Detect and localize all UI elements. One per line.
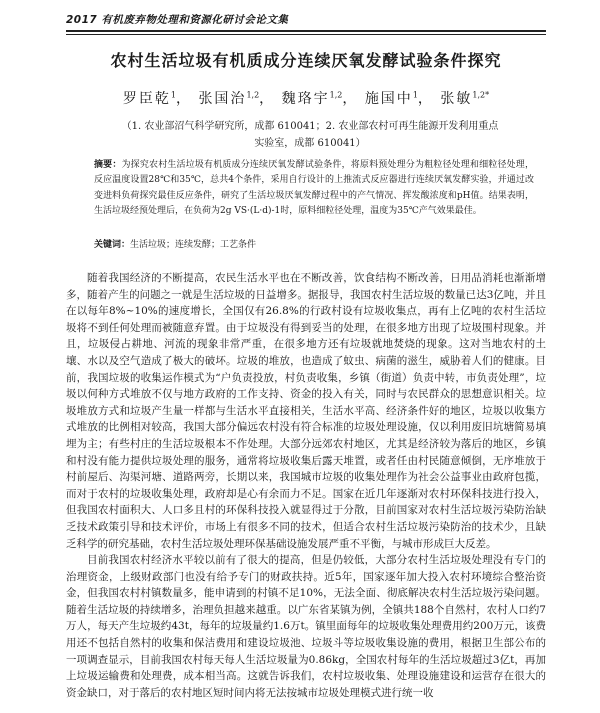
- author-affiliation-mark: 1,2: [246, 90, 260, 100]
- author-affiliation-mark: 1: [412, 90, 418, 100]
- author-affiliation-mark: 1,2: [329, 90, 343, 100]
- author-name: 张敏: [440, 91, 473, 107]
- body-paragraph: 随着我国经济的不断提高，农民生活水平也在不断改善，饮食结构不断改善，日用品消耗也渐渐增多，随着产生的问题之一就是生活垃圾的日益增多。据报导，我国农村生活垃圾的数量已达3亿吨，并且在以每年8%~10%的速度增长，全国仅有26.8%的行政村设有垃圾收集点，再有上亿吨的农村生活垃圾将不到任何处理而被随意弃置。由于垃圾没有得到妥当的处理，在很多地方出现了垃圾围村现象。并且，垃圾侵占耕地、河流的现象非常严重，在很多地方还有垃圾就地焚烧的现象。这对当地农村的土壤、水以及空气造成了极大的破坏。垃圾的堆放，也造成了蚊虫、病菌的滋生，威胁着人们的健康。目前，我国垃圾的收集运作模式为“户负责投放，村负责收集，乡镇（街道）负责中转，市负责处理”，垃圾以何种方式堆放不仅与地方政府的工作支持、资金的投入有关，同时与农民群众的思想意识相关。垃圾堆放方式和垃圾产生量一样都与生活水平直接相关，生活水平高、经济条件好的地区，垃圾以收集方式堆放的比例相对较高，我国大部分偏远农村没有符合标准的垃圾处理设施，仅以利用废旧坑塘简易填埋为主；有些村庄的生活垃圾根本不作处理。大部分远郊农村地区，尤其是经济较为落后的地区，乡镇和村没有能力提供垃圾处理的服务，通常将垃圾收集后露天堆置，或者任由村民随意倾倒，无序堆放于村前屋后、沟渠河塘、道路两旁，长期以来，我国城市垃圾的收集处理作为社会公益事业由政府包揽，而对于农村的垃圾收集处理，政府却是心有余而力不足。国家在近几年逐渐对农村环保科技进行投入，但我国农村面积大、人口多且村的环保科技投入就显得过于分散，目前国家对农村生活垃圾污染防治缺乏技术政策引导和技术评价，市场上有很多不同的技术，但适合农村生活垃圾污染防治的技术少，且缺乏科学的研究基础，农村生活垃圾处理环保基础设施发展严重不平衡，与城市形成巨大反差。: [66, 272, 546, 550]
- affiliation: （1. 农业部沼气科学研究所，成都 610041；2. 农业部农村可再生能源开发利用重点实验室，成都 610041）: [121, 121, 499, 149]
- header-rule-thick: [66, 30, 546, 32]
- body-paragraph: 目前我国农村经济水平较以前有了很大的提高，但是仍较低，大部分农村生活垃圾处理没有专门的治理资金，上级财政部门也没有给予专门的财政扶持。近5年，国家逐年加大投入农村环境综合整治资金，但我国农村村镇数量多，能申请到的村镇不足10%，无法全面、彻底解决农村生活垃圾污染问题。随着生活垃圾的持续增多，治理负担越来越重。以广东省某镇为例，全镇共188个自然村，农村人口约7万人，每天产生垃圾约43t，每年的垃圾量约1.6万t。镇里面每年的垃圾收集处理费用约200万元，该费用还不包括自然村的收集和保洁费用和建设垃圾池、垃圾斗等垃圾收集设施的费用，根据卫生部公布的一项调查显示，目前我国农村每天每人生活垃圾量为0.86kg，全国农村每年的生活垃圾超过3亿t，再加上垃圾运输费和处理费，成本相当高。这就告诉我们，农村垃圾收集、处理设施建设和运营存在很大的资金缺口，对于落后的农村地区短时间内将无法按城市垃圾处理模式进行统一收: [66, 554, 546, 699]
- abstract-text: 为探究农村生活垃圾有机质成分连续厌氧发酵试验条件，将原料预处理分为粗粒径处理和细粒径处理，反应温度设置28℃和35℃，总共4个条件，采用自行设计的上推流式反应器进行连续厌氧发酵实验，并通过改变进料负荷探究最佳反应条件，研究了生活垃圾厌氧发酵过程中的产气情况、挥发酸浓度和pH值。结果表明，生活垃圾经预处理后，在负荷为2g VS·(L·d)-1时，原料细粒径处理，温度为35℃产气效果最佳。: [94, 160, 534, 217]
- body-text: [66, 270, 546, 701]
- author-name: 魏珞宇: [281, 91, 330, 107]
- author-affiliation-mark: 1: [170, 90, 176, 100]
- keywords: [94, 238, 534, 252]
- abstract: [94, 158, 534, 220]
- author-name: 罗臣乾: [122, 91, 171, 107]
- keywords-text: 生活垃圾；连续发酵；工艺条件: [130, 240, 257, 250]
- running-head: 2017 有机废弃物处理和资源化研讨会论文集: [66, 14, 289, 26]
- abstract-label: 摘要：: [94, 160, 122, 170]
- author-name: 施国中: [364, 91, 413, 107]
- header-rule-thin: [66, 34, 546, 35]
- author-name: 张国治: [198, 91, 247, 107]
- keywords-label: 关键词：: [94, 240, 131, 250]
- author-affiliation-mark: 1,2*: [472, 90, 490, 100]
- paper-title: 农村生活垃圾有机质成分连续厌氧发酵试验条件探究: [110, 51, 502, 70]
- author-list: 罗臣乾$^1$， 张国治$^{1,2}$， 魏珞宇$^{1,2}$， 施国中$^1$， 张敏$^{1,2*}$: [122, 90, 490, 107]
